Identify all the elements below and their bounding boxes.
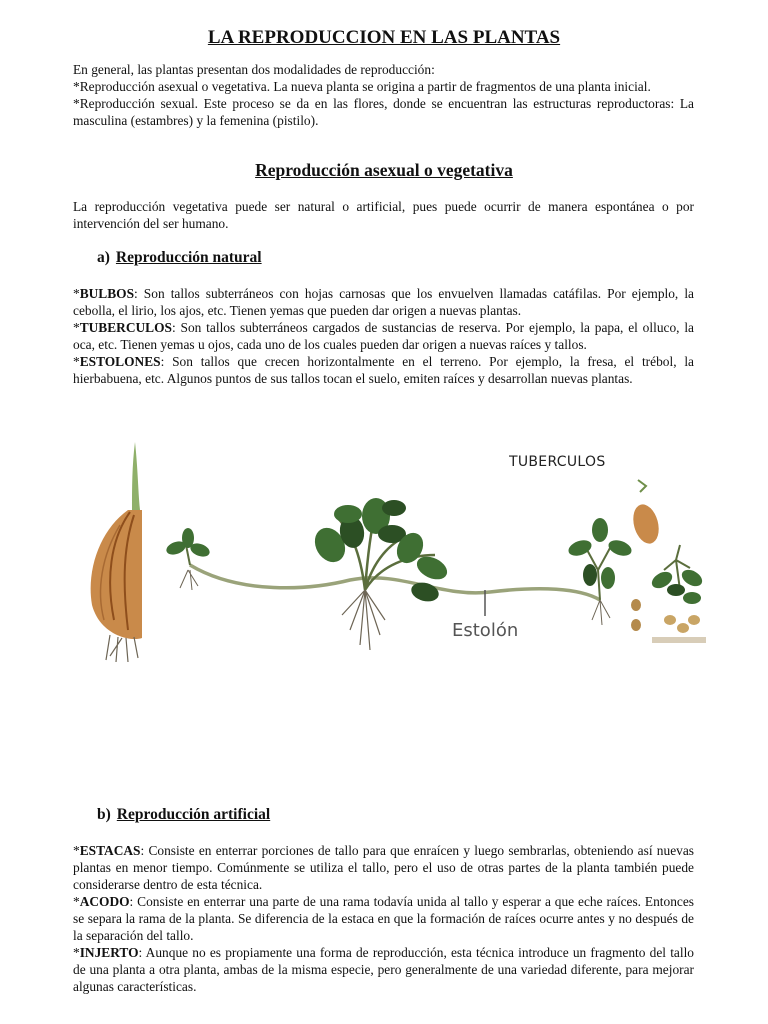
section-heading-asexual: Reproducción asexual o vegetativa (255, 160, 513, 180)
item-term: INJERTO (79, 945, 139, 960)
estolon-image-label: Estolón (452, 620, 519, 641)
natural-list (73, 285, 694, 387)
item-text: : Son tallos subterráneos cargados de sustancias de reserva. Por ejemplo, la papa, el olluco, la oca, etc. Tienen yemas u ojos, cada uno de los cuales pueden dar origen a nuevas raíces y tallos. (73, 320, 694, 352)
asexual-paragraph (73, 198, 694, 232)
artificial-item-injerto (73, 944, 694, 995)
item-prefix: * (73, 843, 80, 858)
natural-item-estolones (73, 353, 694, 387)
plant-reproduction-illustration (80, 430, 710, 670)
item-text: : Aunque no es propiamente una forma de reproducción, esta técnica introduce un fragmento del tallo de una planta a otra planta, ambas de la misma especie, pero generalmente de una variedad diferente, para mejorar algunas características. (73, 945, 694, 994)
stolon-illustration (165, 498, 634, 650)
artificial-list (73, 842, 694, 995)
document-title: LA REPRODUCCION EN LAS PLANTAS (207, 27, 561, 48)
item-text: : Son tallos que crecen horizontalmente en el terreno. Por ejemplo, la fresa, el trébol, la hierbabuena, etc. Algunos puntos de sus tallos tocan el suelo, emiten raíces y desarrollan nuevas plantas. (73, 354, 694, 386)
heading-natural-marker: a) (97, 249, 110, 266)
item-term: ACODO (79, 894, 130, 909)
item-text: : Consiste en enterrar una parte de una rama todavía unida al tallo y esperar a que eche raíces. Entonces se separa la rama de la planta. Se diferencia de la estaca en que la formación de raíces ocurre antes y no después de la separación del tallo. (73, 894, 694, 943)
item-term: ESTOLONES (79, 354, 161, 369)
item-prefix: * (73, 354, 80, 369)
item-term: ESTACAS (79, 843, 141, 858)
natural-item-tuberculos (73, 319, 694, 353)
intro-paragraph (73, 61, 694, 129)
item-prefix: * (73, 945, 80, 960)
item-term: BULBOS (79, 286, 135, 301)
artificial-item-acodo (73, 893, 694, 944)
item-term: TUBERCULOS (79, 320, 172, 335)
item-prefix: * (73, 894, 80, 909)
intro-line-2: *Reproducción asexual o vegetativa. La nueva planta se origina a partir de fragmentos de una planta inicial. (73, 79, 651, 94)
item-text: : Son tallos subterráneos con hojas carnosas que los envuelven llamadas catáfilas. Por ejemplo, la cebolla, el lirio, los ajos, etc. Tienen yemas que pueden dar origen a nuevas plantas. (73, 286, 694, 318)
heading-artificial (97, 806, 270, 824)
heading-natural-label: Reproducción natural (115, 249, 262, 266)
heading-artificial-marker: b) (97, 806, 111, 823)
bulb-illustration (91, 442, 142, 662)
heading-artificial-label: Reproducción artificial (116, 806, 271, 823)
asexual-text: La reproducción vegetativa puede ser natural o artificial, pues puede ocurrir de manera espontánea o por intervención del ser humano. (73, 199, 694, 231)
item-text: : Consiste en enterrar porciones de tallo para que enraícen y luego sembrarlas, obteniendo así nuevas plantas en menor tiempo. Comúnmente se utiliza el tallo, pero el uso de otras partes de la planta también puede considerarse dentro de esta técnica. (73, 843, 694, 892)
item-prefix: * (73, 320, 80, 335)
item-prefix: * (73, 286, 80, 301)
tuber-illustration (629, 480, 706, 640)
heading-natural (97, 249, 262, 267)
natural-item-bulbos (73, 285, 694, 319)
intro-line-3: *Reproducción sexual. Este proceso se da en las flores, donde se encuentran las estructuras reproductoras: La masculina (estambres) y la femenina (pistilo). (73, 96, 694, 128)
artificial-item-estacas (73, 842, 694, 893)
tuberculos-image-label: TUBERCULOS (509, 454, 606, 469)
intro-line-1: En general, las plantas presentan dos modalidades de reproducción: (73, 62, 435, 77)
